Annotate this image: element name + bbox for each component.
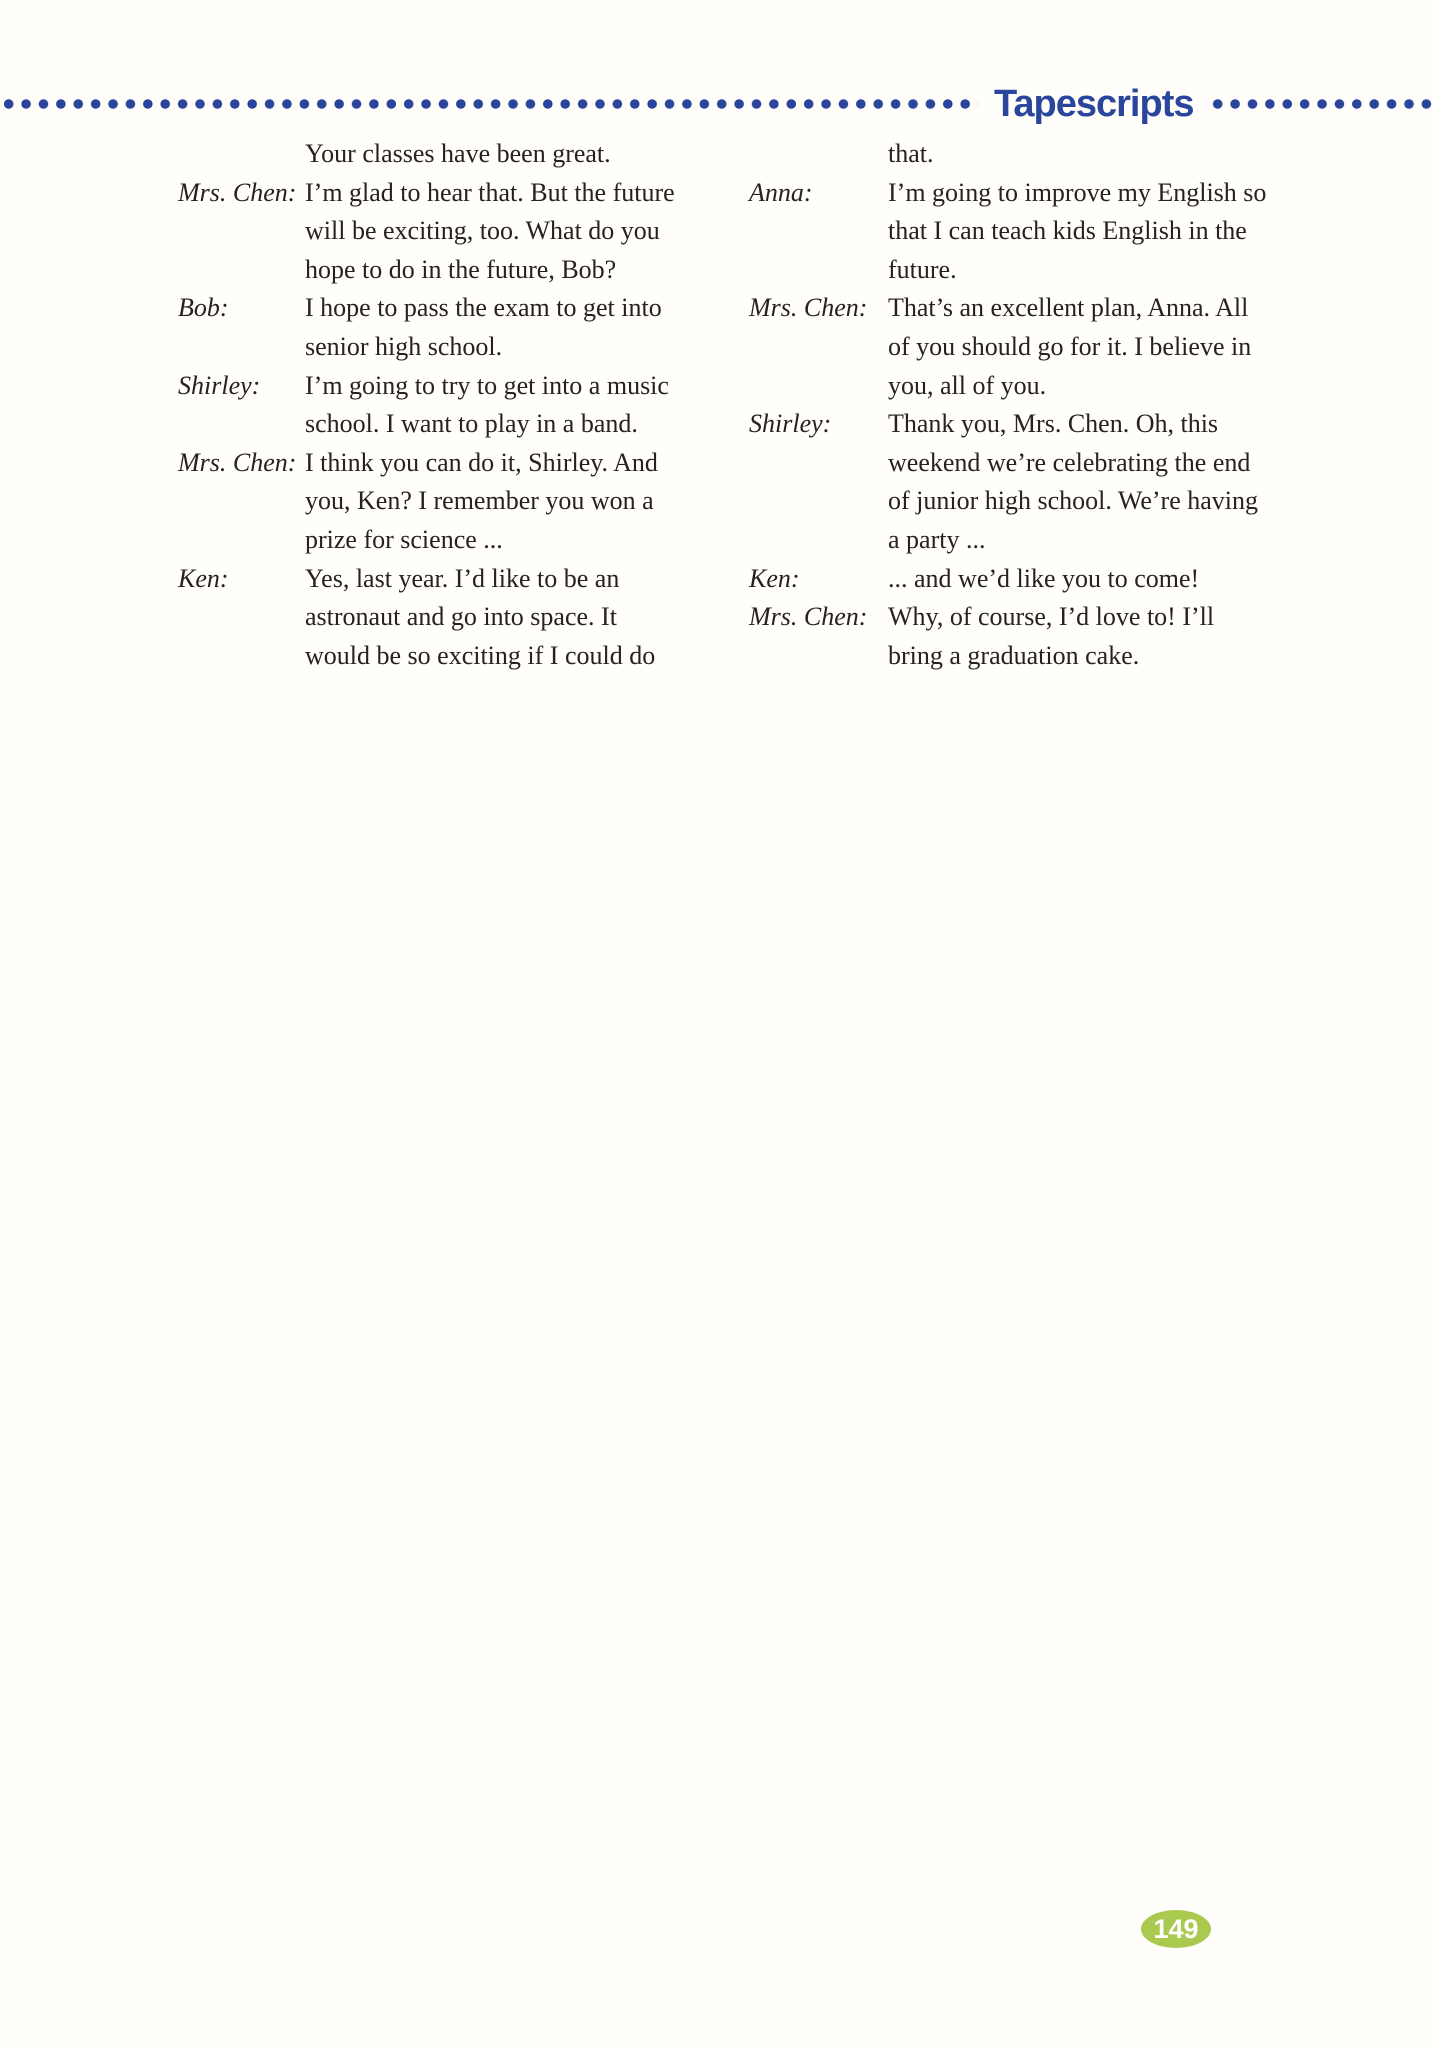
dialogue-columns [178,135,1294,675]
speech-line: hope to do in the future, Bob? [305,254,617,284]
speech-line: weekend we’re celebrating the end [888,447,1251,477]
speech-lines [305,135,715,174]
speech-line: bring a graduation cake. [888,640,1140,670]
dialogue-turn [178,444,715,560]
dialogue-turn [749,289,1294,405]
speech-line: of you should go for it. I believe in [888,331,1252,361]
speech-lines [305,289,715,366]
speech-line: I’m glad to hear that. But the future [305,177,675,207]
dotted-rule-right [1209,98,1434,110]
speech-lines [888,405,1294,559]
speech-line: school. I want to play in a band. [305,409,638,439]
speech-line: Yes, last year. I’d like to be an [305,563,620,593]
speech-line: will be exciting, too. What do you [305,216,660,246]
dialogue-turn [178,560,715,676]
dialogue-column-left [178,135,715,675]
speaker-name [178,135,305,174]
speech-line: I’m going to improve my English so [888,177,1267,207]
dialogue-turn [749,174,1294,290]
speech-line: Your classes have been great. [305,139,611,168]
speech-line: prize for science ... [305,524,503,554]
speech-line: of junior high school. We’re having [888,486,1259,516]
speech-lines [305,367,715,444]
speech-line: a party ... [888,524,986,554]
dialogue-turn [178,367,715,444]
dialogue-turn [749,598,1294,675]
dialogue-turn [749,135,1294,174]
speaker-name: Bob: [178,293,229,323]
speech-line: you, all of you. [888,370,1047,400]
speech-lines [888,598,1294,675]
speech-lines [305,174,715,290]
speech-line: that. [888,139,934,168]
speech-lines [305,560,715,676]
dialogue-turn [749,405,1294,559]
speech-line: That’s an excellent plan, Anna. All [888,293,1249,323]
speaker-name [749,135,888,174]
speech-line: astronaut and go into space. It [305,602,617,632]
speaker-name: Mrs. Chen: [749,602,868,632]
speech-lines [888,135,1294,174]
speech-line: ... and we’d like you to come! [888,563,1200,593]
dialogue-turn [178,135,715,174]
speaker-name: Mrs. Chen: [178,177,297,207]
tapescripts-header [0,82,1434,126]
speaker-name: Ken: [178,563,229,593]
speech-lines [888,174,1294,290]
speaker-name: Anna: [749,177,813,207]
page-title: Tapescripts [994,83,1194,125]
page-number-badge [1141,1910,1211,1948]
speech-line: would be so exciting if I could do [305,640,656,670]
speech-line: Thank you, Mrs. Chen. Oh, this [888,409,1219,439]
speech-line: future. [888,254,957,284]
speech-line: Why, of course, I’d love to! I’ll [888,602,1215,632]
speech-lines [888,560,1294,599]
dotted-rule-left [0,98,978,110]
speech-line: you, Ken? I remember you won a [305,486,654,516]
dialogue-turn [178,289,715,366]
speaker-name: Ken: [749,563,800,593]
speaker-name: Mrs. Chen: [749,293,868,323]
dialogue-turn [749,560,1294,599]
speaker-name: Shirley: [749,409,832,439]
speech-lines [888,289,1294,405]
dialogue-turn [178,174,715,290]
speaker-name: Shirley: [178,370,261,400]
speech-lines [305,444,715,560]
speech-line: I’m going to try to get into a music [305,370,669,400]
speech-line: I hope to pass the exam to get into [305,293,662,323]
page-number: 149 [1153,1914,1199,1944]
dialogue-column-right [749,135,1294,675]
speech-line: senior high school. [305,331,503,361]
speech-line: that I can teach kids English in the [888,216,1247,246]
speaker-name: Mrs. Chen: [178,447,297,477]
speech-line: I think you can do it, Shirley. And [305,447,658,477]
